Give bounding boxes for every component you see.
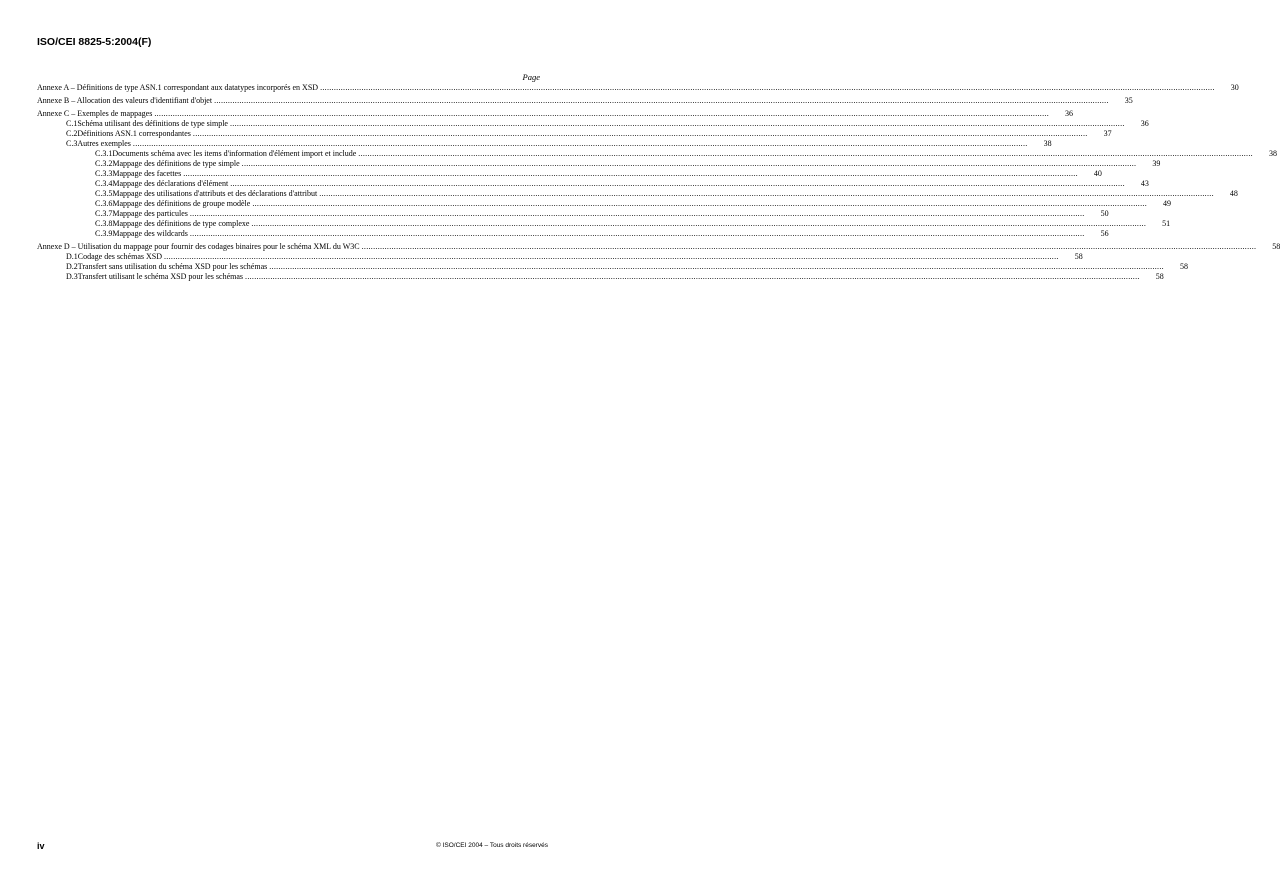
toc-entry[interactable] <box>37 149 1277 159</box>
toc-entry-title: Annexe A – Définitions de type ASN.1 correspondant aux datatypes incorporés en XSD <box>37 83 319 92</box>
page-number: iv <box>37 841 45 851</box>
toc-entry-title: Annexe C – Exemples de mappages <box>37 109 153 118</box>
toc-page-column-label: Page <box>522 72 540 82</box>
toc-entry-title: Mappage des déclarations d'élément <box>112 179 229 188</box>
toc-entry-page: 51 <box>1162 219 1171 228</box>
toc-entry[interactable] <box>37 252 1083 262</box>
toc-entry-page: 40 <box>1093 169 1102 178</box>
toc-entry-number: C.3.8 <box>95 219 113 228</box>
toc-entry-page: 50 <box>1100 209 1109 218</box>
toc-entry[interactable] <box>37 229 1109 239</box>
toc-entry[interactable] <box>37 219 1171 229</box>
toc-entry-number: C.3.1 <box>95 149 113 158</box>
toc-entry-title: Mappage des utilisations d'attributs et des déclarations d'attribut <box>112 189 318 198</box>
toc-entry-page: 37 <box>1103 129 1112 138</box>
toc-entry-page: 36 <box>1065 109 1074 118</box>
toc-entry-title: Mappage des définitions de type simple <box>112 159 240 168</box>
toc-entry[interactable] <box>37 119 1149 129</box>
toc-entry[interactable] <box>37 139 1052 149</box>
toc-entry-number: C.1 <box>66 119 78 128</box>
toc-dot-leader <box>358 149 1253 159</box>
copyright-notice: © ISO/CEI 2004 – Tous droits réservés <box>436 842 548 849</box>
toc-entry-title: Codage des schémas XSD <box>77 252 162 261</box>
toc-entry-page: 38 <box>1268 149 1277 158</box>
toc-entry-title: Documents schéma avec les items d'information d'élément import et include <box>112 149 357 158</box>
toc-entry[interactable] <box>37 83 1239 93</box>
toc-dot-leader <box>154 109 1049 119</box>
toc-entry-number: C.3.5 <box>95 189 113 198</box>
toc-dot-leader <box>230 119 1125 129</box>
toc-entry[interactable] <box>37 199 1172 209</box>
toc-entry-number: C.3.7 <box>95 209 113 218</box>
toc-entry-page: 58 <box>1179 262 1188 271</box>
toc-entry-title: Annexe B – Allocation des valeurs d'identifiant d'objet <box>37 96 213 105</box>
toc-dot-leader <box>245 272 1140 282</box>
toc-entry-page: 35 <box>1124 96 1133 105</box>
toc-dot-leader <box>251 219 1146 229</box>
toc-entry-title: Annexe D – Utilisation du mappage pour fournir des codages binaires pour le schéma XML du W3C <box>37 242 360 251</box>
toc-entry-page: 58 <box>1074 252 1083 261</box>
toc-entry[interactable] <box>37 242 1280 252</box>
toc-entry-title: Mappage des wildcards <box>112 229 188 238</box>
toc-entry[interactable] <box>37 109 1074 119</box>
toc-entry-title: Définitions ASN.1 correspondantes <box>77 129 191 138</box>
toc-entry-page: 39 <box>1152 159 1161 168</box>
toc-entry-number: D.2 <box>66 262 78 271</box>
toc-dot-leader <box>164 252 1059 262</box>
toc-entry-page: 58 <box>1272 242 1280 251</box>
toc-entry-number: C.3 <box>66 139 78 148</box>
toc-entry-number: D.1 <box>66 252 78 261</box>
toc-dot-leader <box>319 189 1214 199</box>
toc-dot-leader <box>133 139 1028 149</box>
toc-entry-number: D.3 <box>66 272 78 281</box>
toc-entry-page: 36 <box>1140 119 1149 128</box>
toc-dot-leader <box>362 242 1257 252</box>
toc-entry[interactable] <box>37 159 1161 169</box>
toc-entry-title: Mappage des définitions de type complexe <box>112 219 250 228</box>
toc-entry[interactable] <box>37 179 1149 189</box>
toc-entry[interactable] <box>37 169 1102 179</box>
toc-dot-leader <box>269 262 1164 272</box>
document-id: ISO/CEI 8825-5:2004(F) <box>37 36 152 48</box>
toc-entry[interactable] <box>37 189 1238 199</box>
toc-entry[interactable] <box>37 129 1112 139</box>
toc-entry-title: Transfert utilisant le schéma XSD pour les schémas <box>77 272 244 281</box>
toc-dot-leader <box>252 199 1147 209</box>
toc-entry-page: 48 <box>1229 189 1238 198</box>
toc-entry-page: 49 <box>1163 199 1172 208</box>
toc-dot-leader <box>190 229 1085 239</box>
toc-dot-leader <box>230 179 1125 189</box>
toc-entry-title: Mappage des définitions de groupe modèle <box>112 199 251 208</box>
toc-entry-number: C.3.9 <box>95 229 113 238</box>
toc-entry-title: Mappage des facettes <box>112 169 182 178</box>
toc-dot-leader <box>242 159 1137 169</box>
toc-entry-page: 58 <box>1155 272 1164 281</box>
toc-entry-number: C.3.4 <box>95 179 113 188</box>
toc-entry-page: 38 <box>1043 139 1052 148</box>
toc-entry-title: Schéma utilisant des définitions de type simple <box>77 119 228 128</box>
toc-dot-leader <box>190 209 1085 219</box>
toc-entry[interactable] <box>37 209 1109 219</box>
toc-dot-leader <box>183 169 1078 179</box>
toc-dot-leader <box>320 83 1215 93</box>
toc-entry-title: Mappage des particules <box>112 209 188 218</box>
toc-entry[interactable] <box>37 96 1133 106</box>
toc-entry-page: 30 <box>1230 83 1239 92</box>
toc-entry[interactable] <box>37 262 1188 272</box>
toc-entry-number: C.3.6 <box>95 199 113 208</box>
toc-entry-number: C.3.3 <box>95 169 113 178</box>
toc-entry-page: 43 <box>1140 179 1149 188</box>
toc-entry-title: Transfert sans utilisation du schéma XSD pour les schémas <box>77 262 268 271</box>
table-of-contents <box>37 83 1280 282</box>
toc-entry-title: Autres exemples <box>77 139 131 148</box>
toc-entry-page: 56 <box>1100 229 1109 238</box>
toc-entry-number: C.3.2 <box>95 159 113 168</box>
toc-entry[interactable] <box>37 272 1164 282</box>
toc-entry-number: C.2 <box>66 129 78 138</box>
toc-dot-leader <box>214 96 1109 106</box>
toc-dot-leader <box>193 129 1088 139</box>
